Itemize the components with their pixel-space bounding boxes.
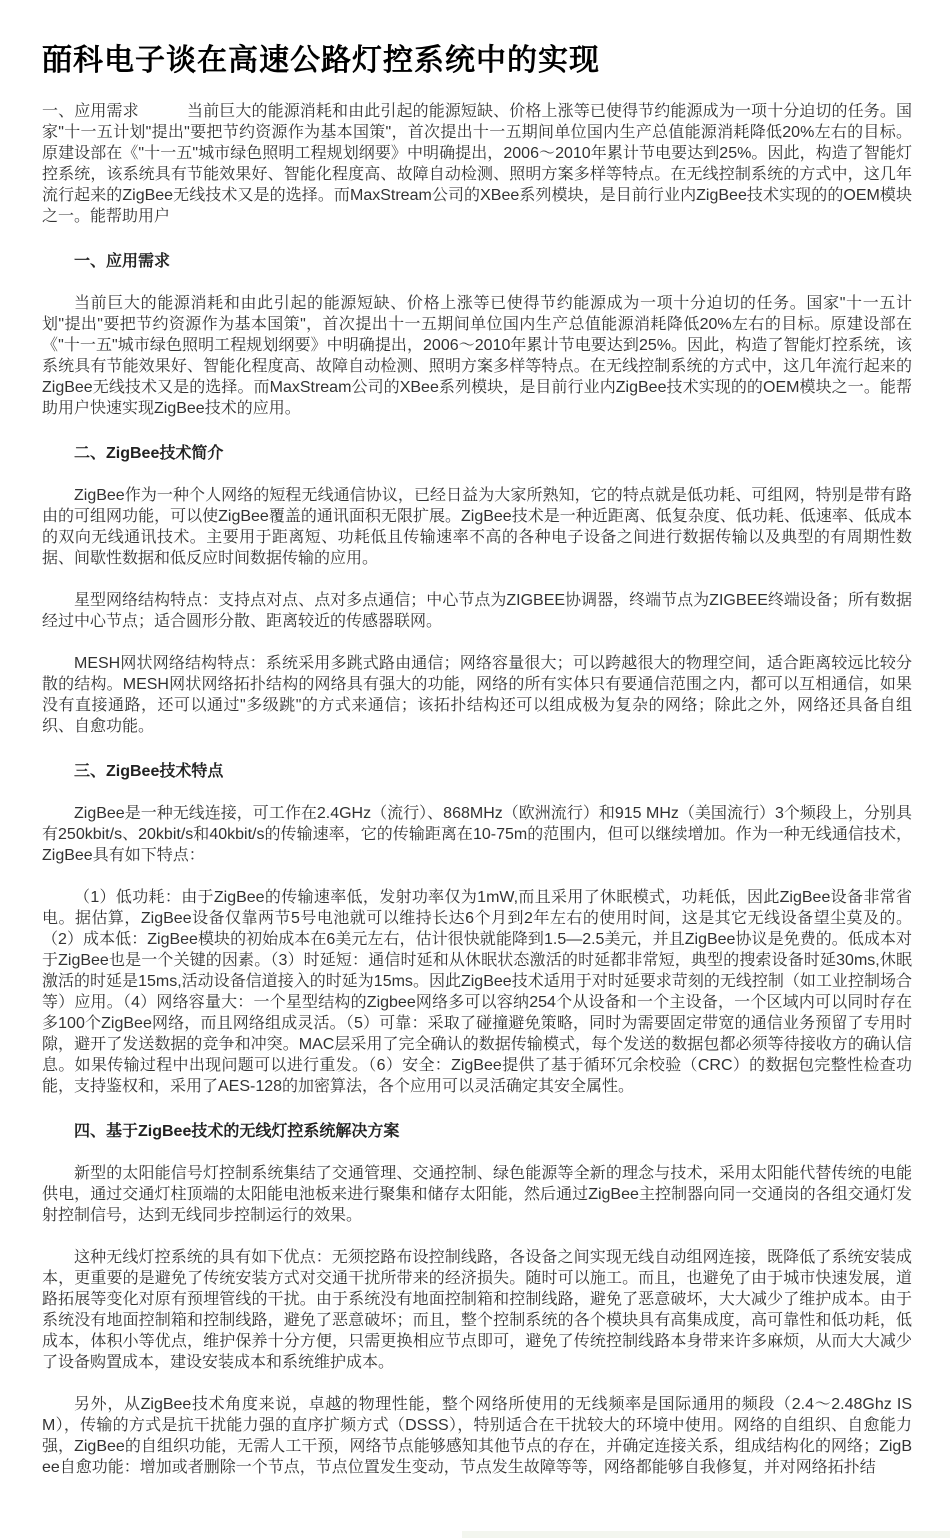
paragraph: （1）低功耗：由于ZigBee的传输速率低，发射功率仅为1mW,而且采用了休眠模式，功耗低，因此ZigBee设备非常省电。据估算，ZigBee设备仅靠两节5号电池就可以维持长达6个月到2年左右的使用时间，这是其它无线设备望尘莫及的。（2）成本低：ZigBee模块的初始成本在6美元左右，估计很快就能降到1.5—2.5美元，并且ZigBee协议是免费的。低成本对于ZigBee也是一个关键的因素。（3）时延短：通信时延和从休眠状态激活的时延都非常短，典型的搜索设备时延30ms,休眠激活的时延是15ms,活动设备信道接入的时延为15ms。因此ZigBee技术适用于对时延要求苛刻的无线控制（如工业控制场合等）应用。（4）网络容量大：一个星型结构的Zigbee网络多可以容纳254个从设备和一个主设备，一个区域内可以同时存在多100个ZigBee网络，而且网络组成灵活。（5）可靠：采取了碰撞避免策略，同时为需要固定带宽的通信业务预留了专用时隙，避开了发送数据的竞争和冲突。MAC层采用了完全确认的数据传输模式，每个发送的数据包都必须等待接收方的确认信息。如果传输过程中出现问题可以进行重发。（6）安全：ZigBee提供了基于循环冗余校验（CRC）的数据包完整性检查功能，支持鉴权和，采用了AES-128的加密算法，各个应用可以灵活确定其安全属性。 [42,889,912,1095]
section-heading: 三、ZigBee技术特点 [74,763,224,780]
paragraph: 另外，从ZigBee技术角度来说，卓越的物理性能，整个网络所使用的无线频率是国际通用的频段（2.4～2.48Ghz ISM），传输的方式是抗干扰能力强的直序扩频方式（DSSS），特别适合在干扰较大的环境中使用。网络的自组织、自愈能力强，ZigBee的自组织功能，无需人工干预，网络节点能够感知其他节点的存在，并确定连接关系，组成结构化的网络；ZigBee自愈功能：增加或者删除一个节点，节点位置发生变动，节点发生故障等等，网络都能够自我修复，并对网络拓扑结 [42,1396,912,1476]
section-heading: 四、基于ZigBee技术的无线灯控系统解决方案 [74,1123,400,1140]
paragraph: ZigBee是一种无线连接，可工作在2.4GHz（流行）、868MHz（欧洲流行）和915 MHz（美国流行）3个频段上，分别具有250kbit/s、20kbit/s和40kbit/s的传输速率，它的传输距离在10-75m的范围内，但可以继续增加。作为一种无线通信技术，ZigBee具有如下特点： [42,805,912,864]
paragraph: 当前巨大的能源消耗和由此引起的能源短缺、价格上涨等已使得节约能源成为一项十分迫切的任务。国家"十一五计划"提出"要把节约资源作为基本国策"，首次提出十一五期间单位国内生产总值能源消耗降低20%左右的目标。原建设部在《"十一五"城市绿色照明工程规划纲要》中明确提出，2006～2010年累计节电要达到25%。因此，构造了智能灯控系统，该系统具有节能效果好、智能化程度高、故障自动检测、照明方案多样等特点。在无线控制系统的方式中，这几年流行起来的ZigBee无线技术又是的选择。而MaxStream公司的XBee系列模块，是目前行业内ZigBee技术实现的的OEM模块之一。能帮助用户快速实现ZigBee技术的应用。 [42,295,912,417]
paragraph: MESH网状网络结构特点：系统采用多跳式路由通信；网络容量很大；可以跨越很大的物理空间，适合距离较远比较分散的结构。MESH网状网络拓扑结构的网络具有强大的功能，网络的所有实体只有要通信范围之内，都可以互相通信，如果没有直接通路，还可以通过"多级跳"的方式来通信；该拓扑结构还可以组成极为复杂的网络；除此之外，网络还具备自组织、自愈功能。 [42,655,912,735]
bottom-faint-strip [462,1531,950,1538]
section-heading: 二、ZigBee技术简介 [74,445,224,462]
paragraph: 星型网络结构特点：支持点对点、点对多点通信；中心节点为ZIGBEE协调器，终端节点为ZIGBEE终端设备；所有数据经过中心节点；适合圆形分散、距离较近的传感器联网。 [42,592,912,630]
section-heading: 一、应用需求 [74,253,171,270]
paragraph: 新型的太阳能信号灯控制系统集结了交通管理、交通控制、绿色能源等全新的理念与技术，采用太阳能代替传统的电能供电，通过交通灯柱顶端的太阳能电池板来进行聚集和储存太阳能，然后通过ZigBee主控制器向同一交通岗的各组交通灯发射控制信号，达到无线同步控制运行的效果。 [42,1165,912,1224]
article-body [42,101,912,1478]
paragraph: 这种无线灯控系统的具有如下优点：无须挖路布设控制线路，各设备之间实现无线自动组网连接，既降低了系统安装成本，更重要的是避免了传统安装方式对交通干扰所带来的经济损失。随时可以施工。而且，也避免了由于城市快速发展，道路拓展等变化对原有预埋管线的干扰。由于系统没有地面控制箱和控制线路，避免了恶意破坏，大大减少了维护成本。由于系统没有地面控制箱和控制线路，避免了恶意破坏；而且，整个控制系统的各个模块具有高集成度，高可靠性和低功耗，低成本，体积小等优点，维护保养十分方便，只需更换相应节点即可，避免了传统控制线路本身带来许多麻烦，从而大大减少了设备购置成本，建设安装成本和系统维护成本。 [42,1249,912,1371]
page-title: 皕科电子谈在高速公路灯控系统中的实现 [42,44,600,77]
paragraph: ZigBee作为一种个人网络的短程无线通信协议，已经日益为大家所熟知，它的特点就是低功耗、可组网，特别是带有路由的可组网功能，可以使ZigBee覆盖的通讯面积无限扩展。ZigBee技术是一种近距离、低复杂度、低功耗、低速率、低成本的双向无线通讯技术。主要用于距离短、功耗低且传输速率不高的各种电子设备之间进行数据传输以及典型的有周期性数据、间歇性数据和低反应时间数据传输的应用。 [42,487,912,567]
intro-paragraph: 一、应用需求 当前巨大的能源消耗和由此引起的能源短缺、价格上涨等已使得节约能源成为一项十分迫切的任务。国家"十一五计划"提出"要把节约资源作为基本国策"，首次提出十一五期间单位国内生产总值能源消耗降低20%左右的目标。原建设部在《"十一五"城市绿色照明工程规划纲要》中明确提出，2006～2010年累计节电要达到25%。因此，构造了智能灯控系统，该系统具有节能效果好、智能化程度高、故障自动检测、照明方案多样等特点。在无线控制系统的方式中，这几年流行起来的ZigBee无线技术又是的选择。而MaxStream公司的XBee系列模块，是目前行业内ZigBee技术实现的的OEM模块之一。能帮助用户 [42,103,912,225]
